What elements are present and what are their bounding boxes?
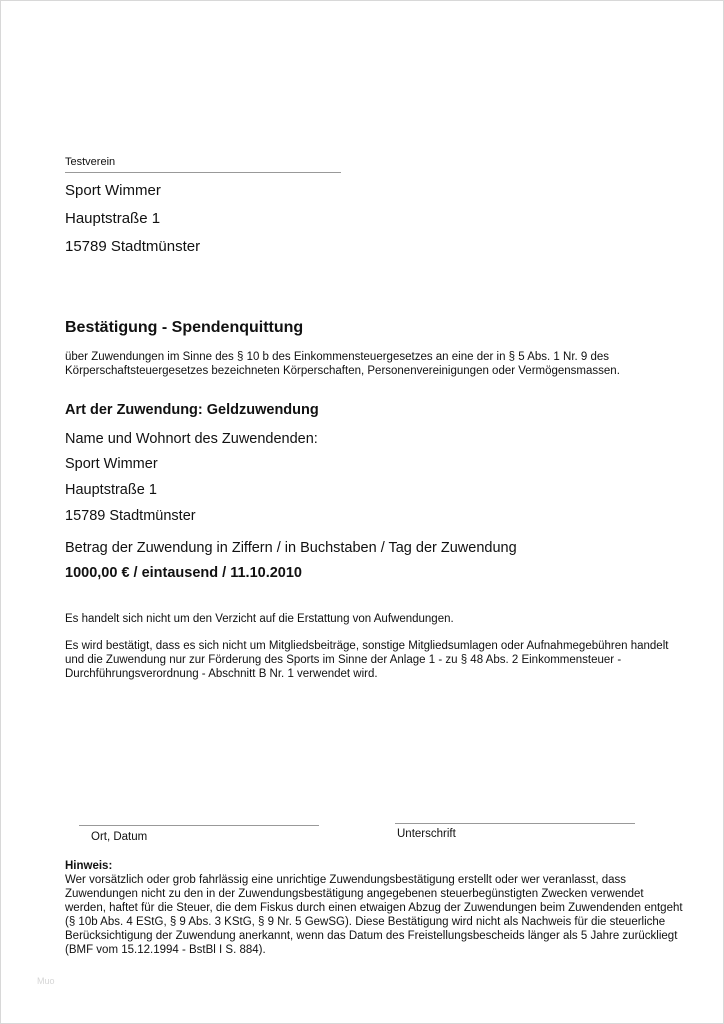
amount-value: 1000,00 € / eintausend / 11.10.2010 <box>65 565 302 581</box>
donor-city: 15789 Stadtmünster <box>65 508 196 524</box>
donor-street: Hauptstraße 1 <box>65 482 157 498</box>
place-date-label: Ort, Datum <box>91 831 148 843</box>
place-date-line <box>79 825 319 826</box>
watermark: Muo <box>37 976 55 986</box>
notice-text: Wer vorsätzlich oder grob fahrlässig eine unrichtige Zuwendungsbestätigung erstellt oder wer veranlasst, dass Zuwendungen nicht zu den in der Zuwendungsbestätigung angegebenen steuerbegünstigten Zwecken verwendet werden, haftet für die Steuer, die dem Fiskus durch einen etwaigen Abzug der Zuwendungen beim Zuwendenden entgeht (§ 10b Abs. 4 EStG, § 9 Abs. 3 KStG, § 9 Nr. 5 GewSG). Diese Bestätigung wird nicht als Nachweis für die steuerliche Berücksichtigung der Zuwendung anerkannt, wenn das Datum des Freistellungsbescheids länger als 5 Jahre zurückliegt (BMF vom 15.12.1994 - BstBl I S. 884). <box>65 874 683 956</box>
sender-label: Testverein <box>65 156 116 168</box>
intro-text: über Zuwendungen im Sinne des § 10 b des Einkommensteuergesetzes an eine der in § 5 Abs. 1 Nr. 9 des Körperschaftsteuergesetzes bezeichneten Körperschaften, Personenvereinigungen oder Vermögensmassen. <box>65 351 620 377</box>
signature-label: Unterschrift <box>397 828 456 840</box>
signature-line <box>395 823 635 824</box>
amount-heading: Betrag der Zuwendung in Ziffern / in Buchstaben / Tag der Zuwendung <box>65 540 517 556</box>
donor-heading: Name und Wohnort des Zuwendenden: <box>65 431 318 447</box>
document-title: Bestätigung - Spendenquittung <box>65 319 304 336</box>
paragraph-confirmation: Es wird bestätigt, dass es sich nicht um Mitgliedsbeiträge, sonstige Mitgliedsumlagen oder Aufnahmegebühren handelt und die Zuwendung nur zur Förderung des Sports im Sinne der Anlage 1 - zu § 48 Abs. 2 Einkommensteuer - Durchführungsverordnung - Abschnitt B Nr. 1 verwendet wird. <box>65 640 669 680</box>
notice-title: Hinweis: <box>65 860 113 872</box>
paragraph-no-waiver: Es handelt sich nicht um den Verzicht auf die Erstattung von Aufwendungen. <box>65 613 454 625</box>
recipient-name: Sport Wimmer <box>65 182 161 199</box>
notice-block <box>65 859 685 957</box>
donation-type: Art der Zuwendung: Geldzuwendung <box>65 402 319 418</box>
donor-name: Sport Wimmer <box>65 456 158 472</box>
recipient-city: 15789 Stadtmünster <box>65 238 201 255</box>
sender-divider <box>65 172 341 173</box>
recipient-street: Hauptstraße 1 <box>65 210 161 227</box>
